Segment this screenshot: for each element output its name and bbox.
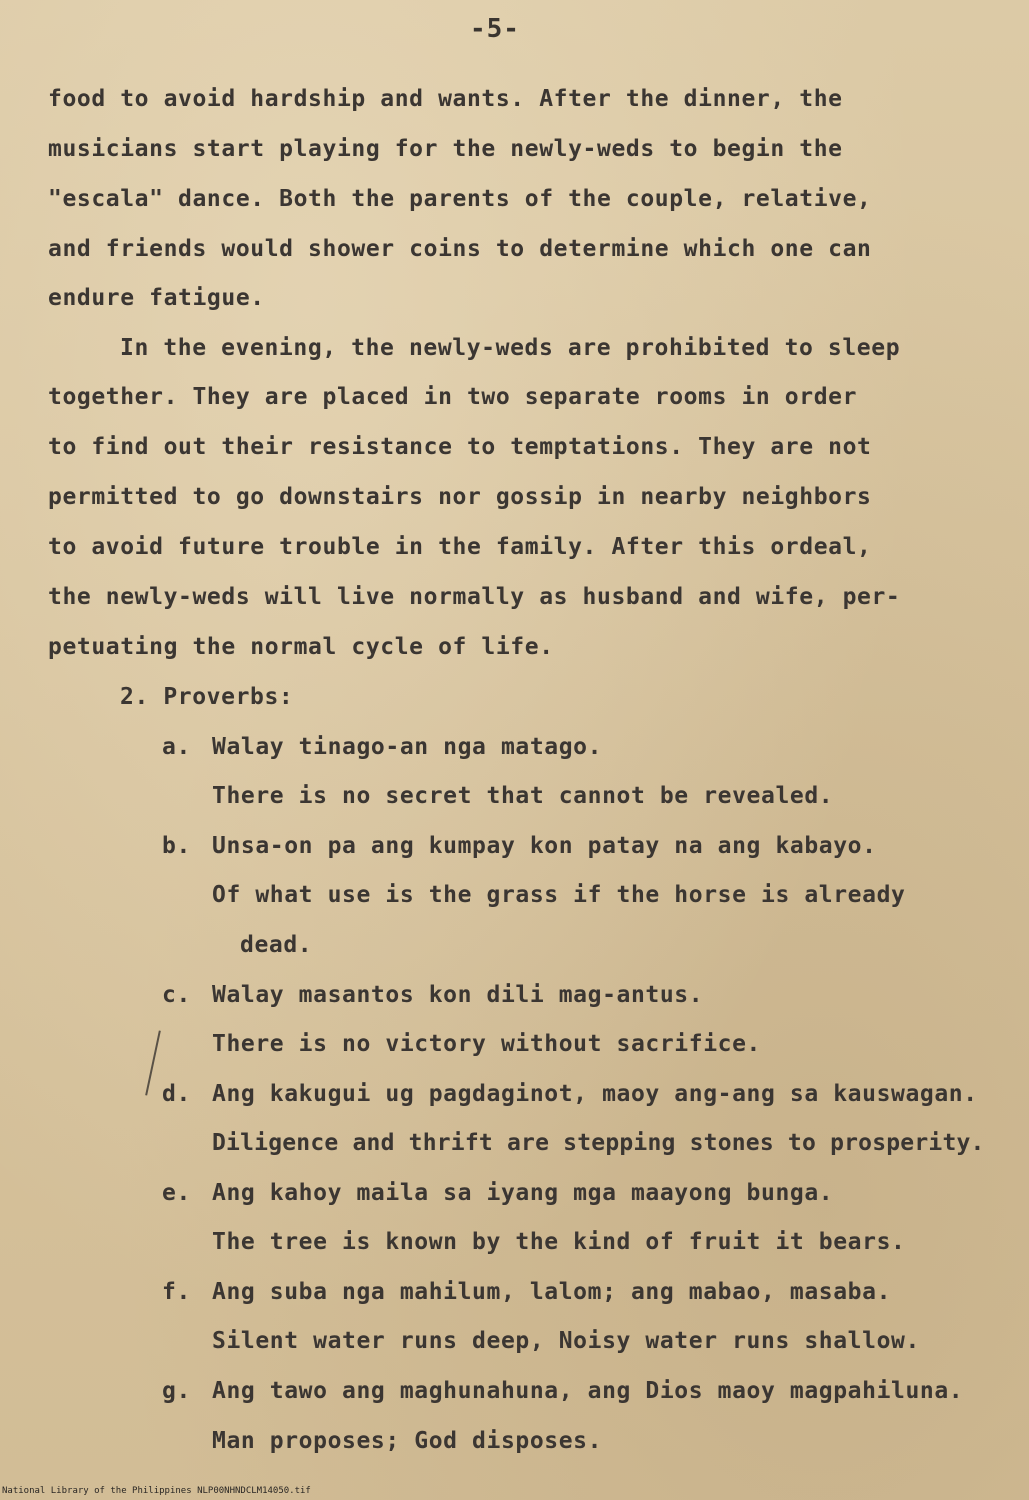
proverb-letter: d. — [162, 1081, 191, 1107]
proverb-original: Walay tinago-an nga matago. — [212, 734, 603, 760]
proverb-letter: e. — [162, 1180, 191, 1206]
proverb-letter: b. — [162, 833, 191, 859]
proverb-translation: There is no victory without sacrifice. — [212, 1031, 761, 1057]
section-heading: 2. Proverbs: — [120, 684, 294, 710]
pencil-margin-mark — [145, 1031, 161, 1096]
text-line: the newly-weds will live normally as husband and wife, per- — [48, 584, 901, 610]
proverb-original: Unsa-on pa ang kumpay kon patay na ang kabayo. — [212, 833, 877, 859]
footer-caption: National Library of the Philippines NLP00NHNDCLM14050.tif — [2, 1486, 311, 1496]
text-line: endure fatigue. — [48, 285, 265, 311]
proverb-translation: The tree is known by the kind of fruit it bears. — [212, 1229, 906, 1255]
proverb-letter: g. — [162, 1378, 191, 1404]
text-line: and friends would shower coins to determine which one can — [48, 236, 872, 262]
text-line: food to avoid hardship and wants. After the dinner, the — [48, 86, 843, 112]
text-line: together. They are placed in two separate rooms in order — [48, 384, 858, 410]
proverb-original: Ang kakugui ug pagdaginot, maoy ang-ang sa kauswagan. — [212, 1081, 978, 1107]
proverb-translation: There is no secret that cannot be revealed. — [212, 783, 834, 809]
text-line: to avoid future trouble in the family. After this ordeal, — [48, 534, 872, 560]
proverb-letter: a. — [162, 734, 191, 760]
text-line: In the evening, the newly-weds are prohibited to sleep — [120, 335, 901, 361]
proverb-translation: dead. — [240, 932, 313, 958]
page-number: -5- — [470, 14, 520, 44]
proverb-original: Ang tawo ang maghunahuna, ang Dios maoy magpahiluna. — [212, 1378, 964, 1404]
proverb-original: Ang kahoy maila sa iyang mga maayong bunga. — [212, 1180, 834, 1206]
text-line: petuating the normal cycle of life. — [48, 634, 554, 660]
proverb-translation: Silent water runs deep, Noisy water runs shallow. — [212, 1328, 920, 1354]
text-line: to find out their resistance to temptations. They are not — [48, 434, 872, 460]
text-line: "escala" dance. Both the parents of the couple, relative, — [48, 186, 872, 212]
text-line: permitted to go downstairs nor gossip in nearby neighbors — [48, 484, 872, 510]
proverb-translation: Of what use is the grass if the horse is already — [212, 882, 906, 908]
proverb-original: Walay masantos kon dili mag-antus. — [212, 982, 704, 1008]
text-line: musicians start playing for the newly-weds to begin the — [48, 136, 843, 162]
proverb-translation: Man proposes; God disposes. — [212, 1428, 603, 1454]
proverb-translation: Diligence and thrift are stepping stones to prosperity. — [212, 1130, 985, 1156]
proverb-original: Ang suba nga mahilum, lalom; ang mabao, masaba. — [212, 1279, 892, 1305]
proverb-letter: c. — [162, 982, 191, 1008]
proverb-letter: f. — [162, 1279, 191, 1305]
